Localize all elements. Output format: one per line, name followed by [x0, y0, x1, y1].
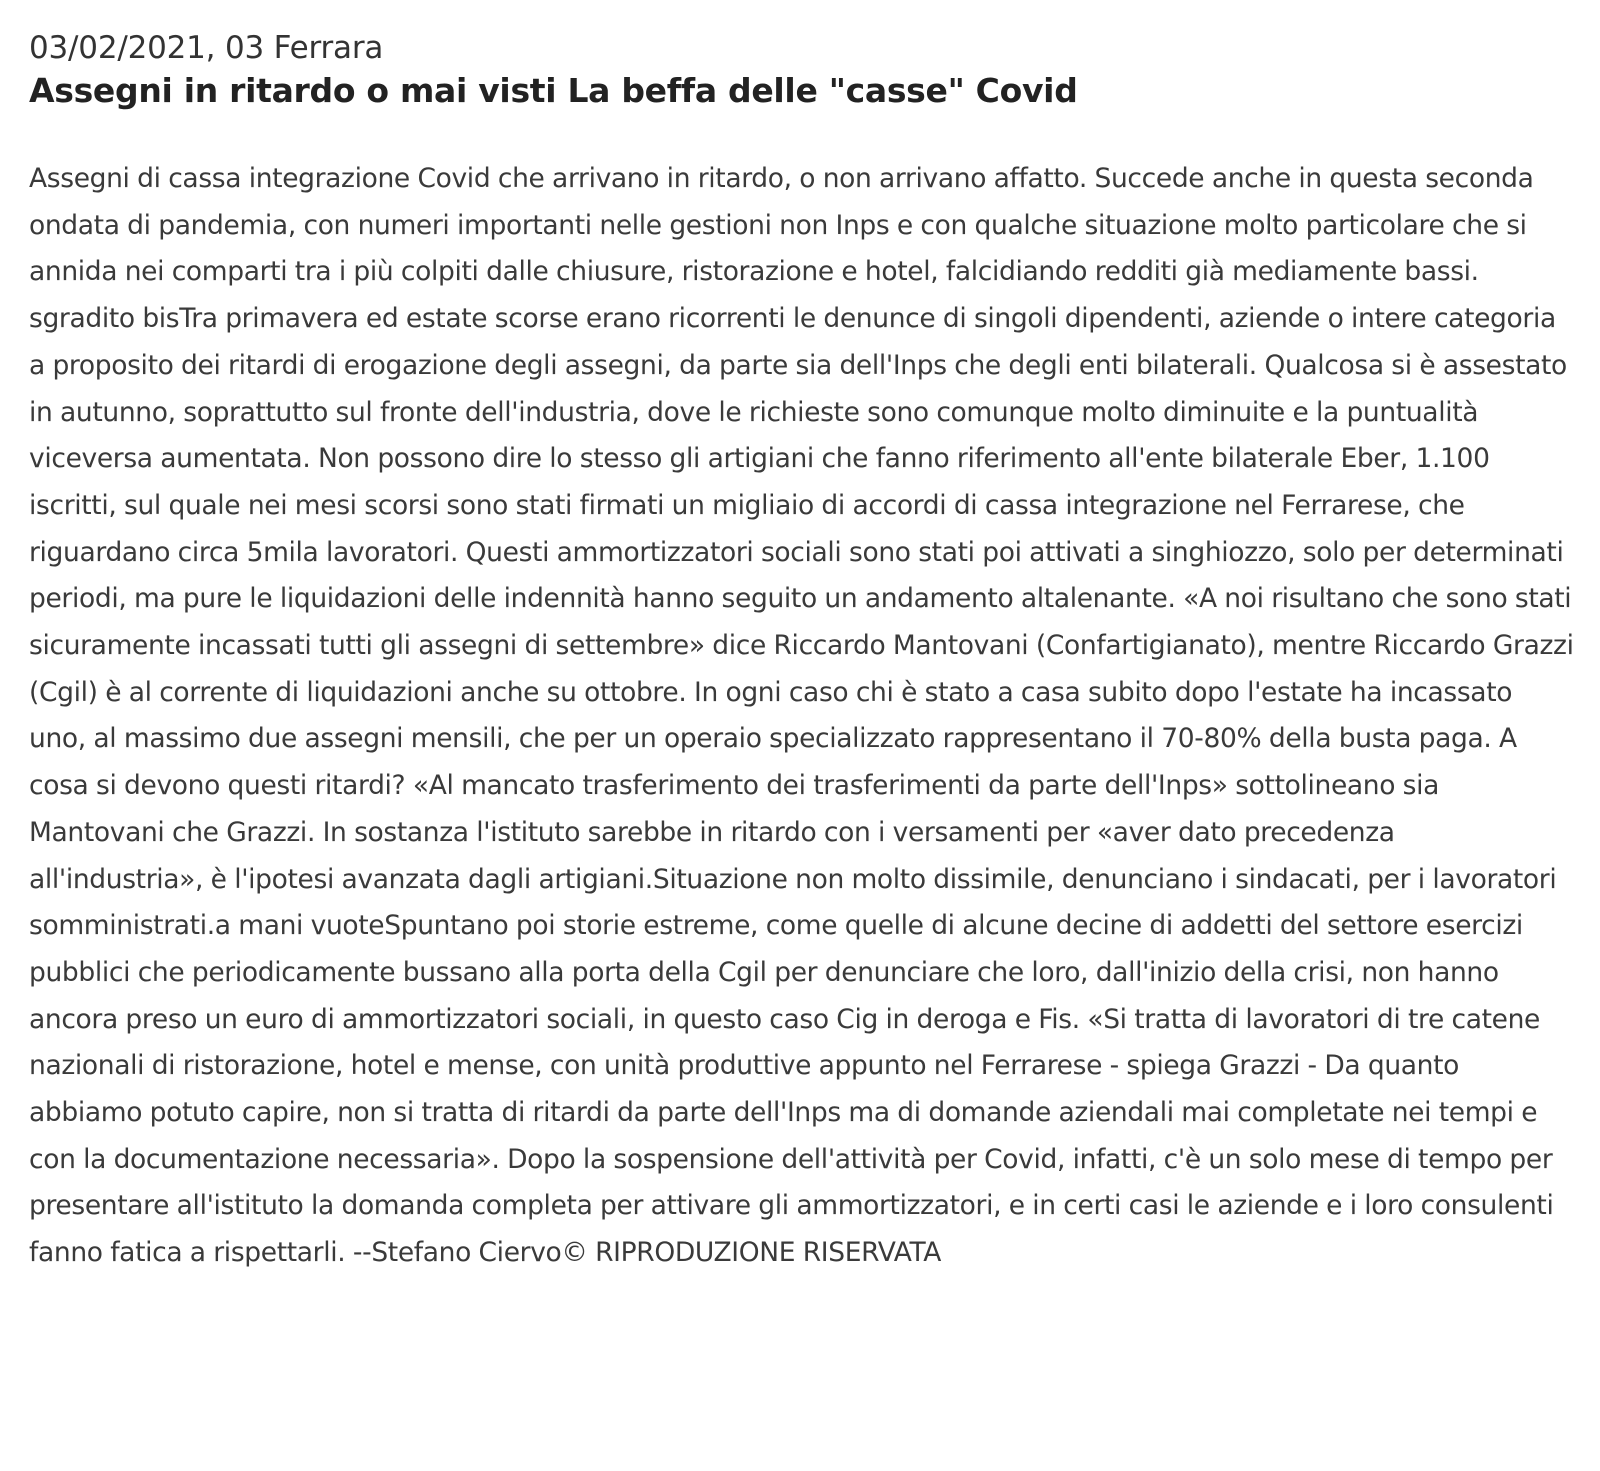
article-dateline: 03/02/2021, 03 Ferrara	[29, 30, 384, 66]
article	[29, 28, 1574, 1277]
article-body: Assegni di cassa integrazione Covid che arrivano in ritardo, o non arrivano affatto. Succede anche in questa seconda ondata di pandemia, con numeri importanti nelle gestioni non Inps e con qualche situazione molto particolare che si annida nei comparti tra i più colpiti dalle chiusure, ristorazione e hotel, falcidiando redditi già mediamente bassi. sgradito bisTra primavera ed estate scorse erano ricorrenti le denunce di singoli dipendenti, aziende o intere categoria a proposito dei ritardi di erogazione degli assegni, da parte sia dell'Inps che degli enti bilaterali. Qualcosa si è assestato in autunno, soprattutto sul fronte dell'industria, dove le richieste sono comunque molto diminuite e la puntualità viceversa aumentata. Non possono dire lo stesso gli artigiani che fanno riferimento all'ente bilaterale Eber, 1.100 iscritti, sul quale nei mesi scorsi sono stati firmati un migliaio di accordi di cassa integrazione nel Ferrarese, che riguardano circa 5mila lavoratori. Questi ammortizzatori sociali sono stati poi attivati a singhiozzo, solo per determinati periodi, ma pure le liquidazioni delle indennità hanno seguito un andamento altalenante. «A noi risultano che sono stati sicuramente incassati tutti gli assegni di settembre» dice Riccardo Mantovani (Confartigianato), mentre Riccardo Grazzi (Cgil) è al corrente di liquidazioni anche su ottobre. In ogni caso chi è stato a casa subito dopo l'estate ha incassato uno, al massimo due assegni mensili, che per un operaio specializzato rappresentano il 70-80% della busta paga. A cosa si devono questi ritardi? «Al mancato trasferimento dei trasferimenti da parte dell'Inps» sottolineano sia Mantovani che Grazzi. In sostanza l'istituto sarebbe in ritardo con i versamenti per «aver dato precedenza all'industria», è l'ipotesi avanzata dagli artigiani.Situazione non molto dissimile, denunciano i sindacati, per i lavoratori somministrati.a mani vuoteSpuntano poi storie estreme, come quelle di alcune decine di addetti del settore esercizi pubblici che periodicamente bussano alla porta della Cgil per denunciare che loro, dall'inizio della crisi, non hanno ancora preso un euro di ammortizzatori sociali, in questo caso Cig in deroga e Fis. «Si tratta di lavoratori di tre catene nazionali di ristorazione, hotel e mense, con unità produttive appunto nel Ferrarese - spiega Grazzi - Da quanto abbiamo potuto capire, non si tratta di ritardi da parte dell'Inps ma di domande aziendali mai completate nei tempi e con la documentazione necessaria». Dopo la sospensione dell'attività per Covid, infatti, c'è un solo mese di tempo per presentare all'istituto la domanda completa per attivare gli ammortizzatori, e in certi casi le aziende e i loro consulenti fanno fatica a rispettarli. --Stefano Ciervo© RIPRODUZIONE RISERVATA	[29, 163, 1574, 1269]
article-headline: Assegni in ritardo o mai visti La beffa delle "casse" Covid	[29, 71, 1078, 110]
